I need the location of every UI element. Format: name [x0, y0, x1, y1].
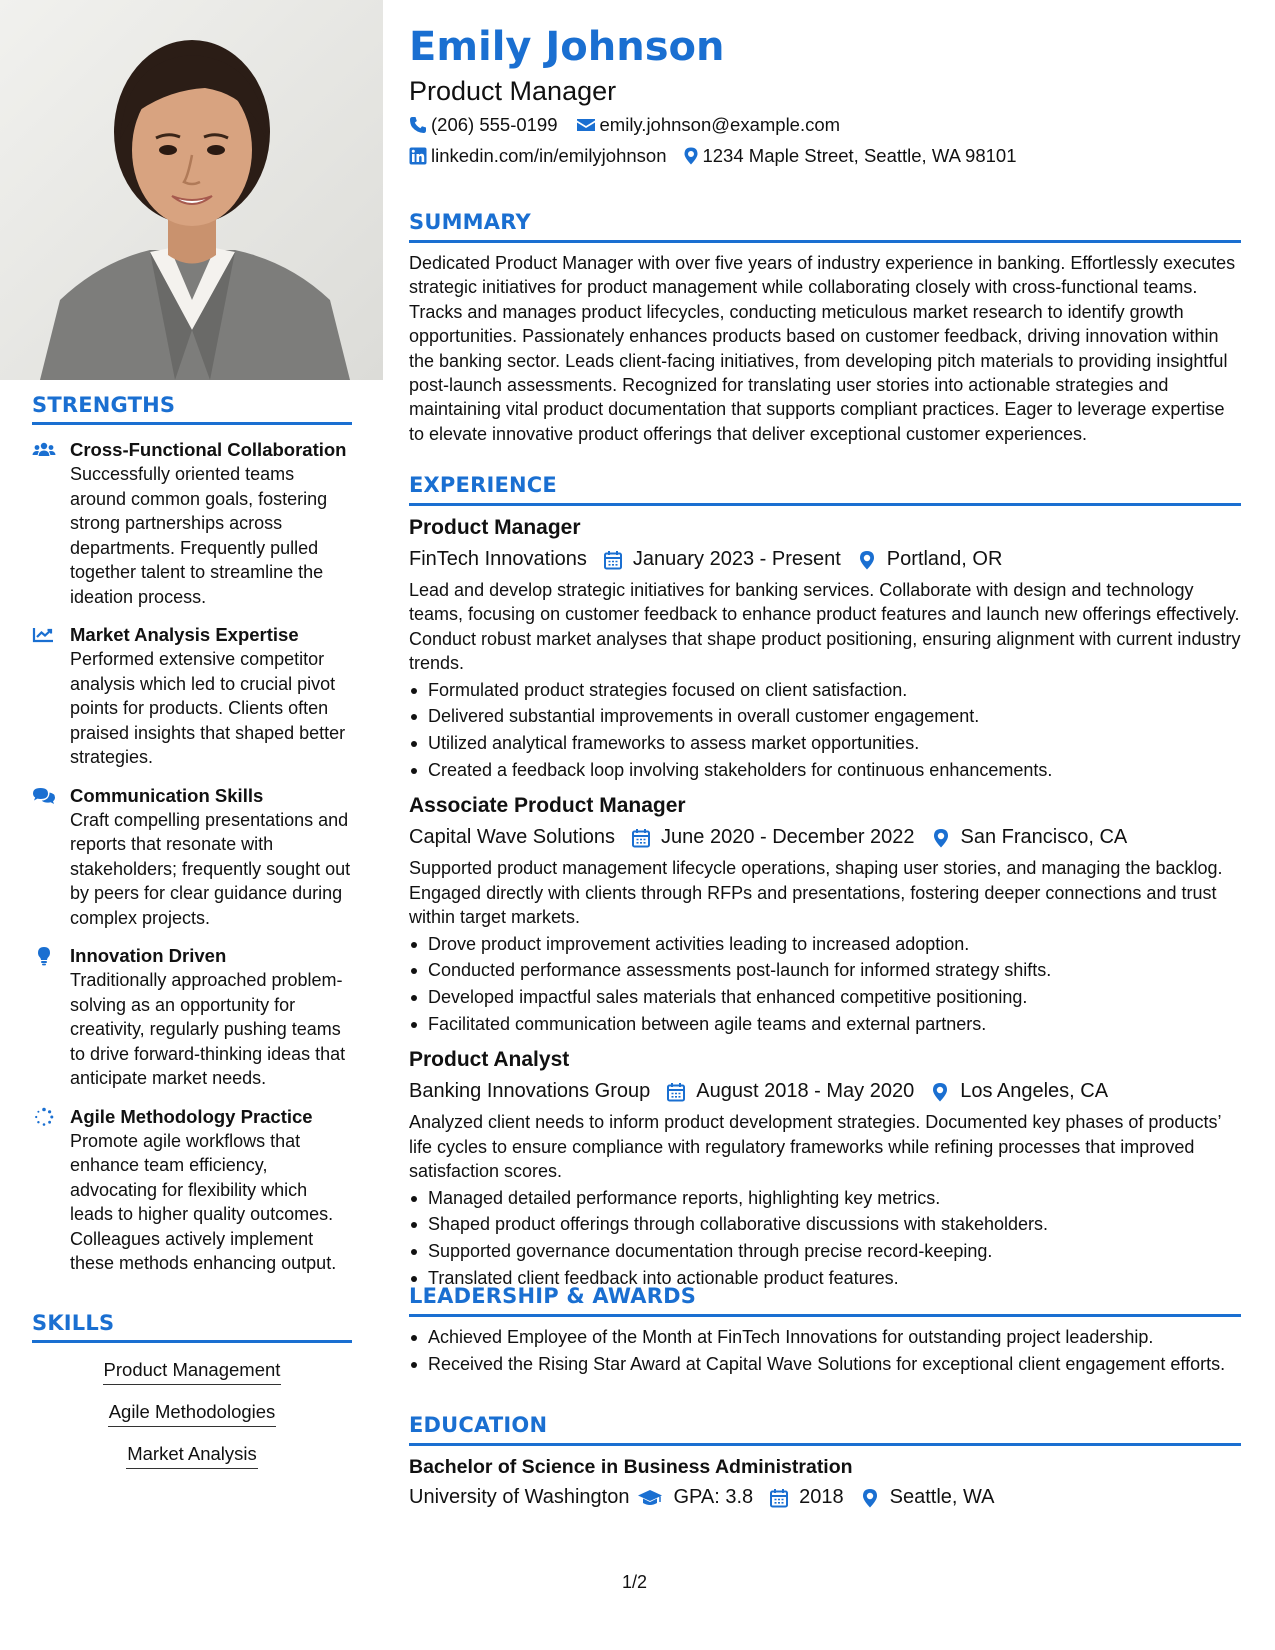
bullet-item: Developed impactful sales materials that enhanced competitive positioning. [409, 985, 1241, 1009]
strengths-list [32, 438, 352, 1276]
bullet-item: Delivered substantial improvements in overall customer engagement. [409, 704, 1241, 728]
skills-list [32, 1357, 352, 1469]
bullet-item: Utilized analytical frameworks to assess market opportunities. [409, 731, 1241, 755]
education-heading: EDUCATION [409, 1413, 548, 1437]
company-text: Banking Innovations Group [409, 1080, 651, 1103]
location-text: San Francisco, CA [960, 826, 1128, 849]
skill-item [32, 1399, 352, 1427]
strength-desc: Traditionally approached problem-solving as an opportunity for creativity, regularly pushing teams to drive forward-thinking ideas that anticipate market needs. [70, 970, 346, 1088]
linkedin-icon [409, 147, 427, 165]
skill-item [32, 1441, 352, 1469]
map-marker-icon [931, 827, 951, 847]
strength-title: Innovation Driven [70, 945, 227, 966]
job-meta [409, 1076, 1241, 1106]
job-location [930, 1076, 1108, 1106]
calendar-icon [631, 827, 651, 847]
job-location [931, 822, 1128, 852]
awards-list [409, 1325, 1241, 1376]
linkedin-contact [409, 144, 666, 168]
address-text: 1234 Maple Street, Seattle, WA 98101 [702, 145, 1017, 166]
map-marker-icon [684, 147, 698, 165]
job-entry [409, 514, 1241, 782]
dates-text: August 2018 - May 2020 [696, 1080, 915, 1103]
education-rule [409, 1443, 1241, 1446]
strengths-section [32, 393, 352, 1290]
phone-text: (206) 555-0199 [431, 114, 558, 135]
strength-desc: Craft compelling presentations and reports that resonate with stakeholders; frequently sought out by peers for clear guidance during complex projects. [70, 809, 351, 928]
company-text: Capital Wave Solutions [409, 826, 616, 849]
job-dates [631, 822, 915, 852]
job-dates [603, 544, 841, 574]
job-role: Product Manager [409, 516, 581, 539]
skill-label: Product Management [103, 1357, 282, 1385]
awards-section [409, 1284, 1241, 1379]
bullet-item: Shaped product offerings through collaborative discussions with stakeholders. [409, 1212, 1241, 1236]
job-entry [409, 1046, 1241, 1290]
strength-desc: Successfully oriented teams around common goals, fostering strong partnerships across departments. Frequently pulled together talent to streamline the ideation process. [70, 464, 328, 607]
job-role: Product Analyst [409, 1048, 570, 1072]
candidate-title: Product Manager [409, 76, 617, 106]
education-year [769, 1482, 844, 1512]
job-meta [409, 544, 1241, 574]
education-school [409, 1482, 629, 1512]
email-contact [576, 113, 841, 137]
strength-title: Cross-Functional Collaboration [70, 439, 347, 460]
awards-rule [409, 1314, 1241, 1317]
strength-title: Communication Skills [70, 784, 264, 806]
bullet-item: Conducted performance assessments post-launch for informed strategy shifts. [409, 958, 1241, 982]
strength-item [32, 1105, 352, 1276]
map-marker-icon [857, 549, 877, 569]
gpa-text: GPA: 3.8 [673, 1486, 754, 1508]
strength-desc: Promote agile workflows that enhance team efficiency, advocating for flexibility which leads to higher quality outcomes. Colleagues actively implement these methods enhancing output. [70, 1130, 337, 1273]
page-number: 1/2 [622, 1572, 648, 1592]
strength-desc: Performed extensive competitor analysis which led to crucial pivot points for products. Clients often praised insights that shaped better strategies. [70, 649, 346, 767]
calendar-icon [603, 549, 623, 569]
calendar-icon [769, 1487, 789, 1507]
experience-heading: EXPERIENCE [409, 473, 557, 497]
job-description: Lead and develop strategic initiatives for banking services. Collaborate with design and technology teams, focusing on customer feedback to enhance product features and launch new offerings effectively. Conduct robust market analyses that shape product positioning, ensuring alignment with current industry trends. [409, 580, 1241, 674]
strength-item [32, 438, 352, 609]
bullet-item: Facilitated communication between agile teams and external partners. [409, 1012, 1241, 1036]
job-description: Supported product management lifecycle operations, shaping user stories, and managing the backlog. Engaged directly with clients through RFPs and presentations, fostering deeper connections and trust within target markets. [409, 858, 1223, 928]
bullet-item: Formulated product strategies focused on client satisfaction. [409, 678, 1241, 702]
users-icon [32, 440, 56, 460]
job-bullets [409, 678, 1241, 783]
job-role: Associate Product Manager [409, 794, 686, 818]
education-section [409, 1413, 1241, 1516]
dates-text: June 2020 - December 2022 [661, 826, 915, 849]
skills-heading: SKILLS [32, 1311, 115, 1335]
job-location [857, 544, 1003, 574]
contact-row-2 [409, 144, 1035, 168]
job-description: Analyzed client needs to inform product development strategies. Documented key phases of products’ life cycles to ensure compliance with regulatory frameworks while refining processes that improved satisfaction scores. [409, 1112, 1221, 1182]
job-dates [666, 1076, 914, 1106]
lightbulb-icon [32, 946, 56, 966]
education-gpa [637, 1482, 753, 1512]
job-entry [409, 792, 1241, 1036]
location-text: Portland, OR [886, 548, 1003, 570]
education-location [860, 1482, 995, 1512]
awards-heading: LEADERSHIP & AWARDS [409, 1284, 697, 1308]
phone-contact [409, 113, 558, 137]
strength-item [32, 944, 352, 1091]
calendar-icon [666, 1081, 686, 1101]
envelope-icon [576, 116, 596, 134]
strength-item [32, 623, 352, 770]
comments-icon [32, 786, 56, 806]
address-contact [684, 144, 1016, 168]
education-degree: Bachelor of Science in Business Administration [409, 1456, 853, 1478]
linkedin-text: linkedin.com/in/emilyjohnson [431, 145, 667, 166]
strength-title: Agile Methodology Practice [70, 1105, 313, 1127]
company-text: FinTech Innovations [409, 548, 587, 570]
job-company [409, 1076, 650, 1106]
email-text: emily.johnson@example.com [599, 114, 841, 135]
location-text: Los Angeles, CA [960, 1080, 1109, 1103]
experience-section [409, 473, 1241, 1293]
job-meta [409, 822, 1241, 852]
strengths-rule [32, 422, 352, 425]
summary-section [409, 210, 1241, 446]
experience-rule [409, 503, 1241, 506]
award-item: Received the Rising Star Award at Capital Wave Solutions for exceptional client engagement efforts. [409, 1352, 1241, 1376]
map-marker-icon [930, 1081, 950, 1101]
profile-photo [0, 0, 383, 380]
sidebar [0, 0, 383, 1650]
school-text: University of Washington [409, 1486, 630, 1508]
map-marker-icon [860, 1487, 880, 1507]
bullet-item: Translated client feedback into actionable product features. [409, 1266, 1241, 1290]
job-bullets [409, 932, 1241, 1037]
summary-rule [409, 240, 1241, 243]
candidate-name: Emily Johnson [409, 24, 725, 70]
bullet-item: Drove product improvement activities leading to increased adoption. [409, 932, 1241, 956]
job-company [409, 544, 587, 574]
dates-text: January 2023 - Present [632, 548, 841, 570]
strength-item [32, 784, 352, 931]
chart-line-icon [32, 625, 56, 645]
year-text: 2018 [799, 1486, 844, 1508]
job-bullets [409, 1186, 1241, 1291]
skills-section [32, 1311, 352, 1469]
summary-heading: SUMMARY [409, 210, 531, 234]
job-company [409, 822, 615, 852]
spinner-icon [32, 1107, 56, 1127]
award-item: Achieved Employee of the Month at FinTech Innovations for outstanding project leadership. [409, 1325, 1241, 1349]
bullet-item: Created a feedback loop involving stakeholders for continuous enhancements. [409, 758, 1241, 782]
strengths-heading: STRENGTHS [32, 393, 176, 417]
summary-text: Dedicated Product Manager with over five years of industry experience in banking. Effortlessly executes strategic initiatives for product management while collaborating closely with cross-functional teams. Tracks and manages product lifecycles, conducting meticulous market research to identify growth opportunities. Passionately enhances products based on customer feedback, driving innovation within the banking sector. Leads client-facing initiatives, from developing pitch materials to providing insightful post-launch assessments. Recognized for translating user stories into actionable strategies and maintaining vital product documentation that supports compliant practices. Eager to leverage expertise to elevate innovative product offerings that deliver exceptional customer experiences. [409, 253, 1236, 444]
bullet-item: Supported governance documentation through precise record-keeping. [409, 1239, 1241, 1263]
location-text: Seattle, WA [889, 1486, 995, 1508]
strength-title: Market Analysis Expertise [70, 624, 299, 645]
phone-icon [409, 116, 427, 134]
skill-label: Market Analysis [126, 1441, 258, 1469]
education-meta [409, 1482, 1241, 1512]
graduation-cap-icon [637, 1487, 663, 1507]
skill-label: Agile Methodologies [108, 1399, 277, 1427]
skill-item [32, 1357, 352, 1385]
bullet-item: Managed detailed performance reports, highlighting key metrics. [409, 1186, 1241, 1210]
contact-row-1 [409, 113, 858, 137]
skills-rule [32, 1340, 352, 1343]
